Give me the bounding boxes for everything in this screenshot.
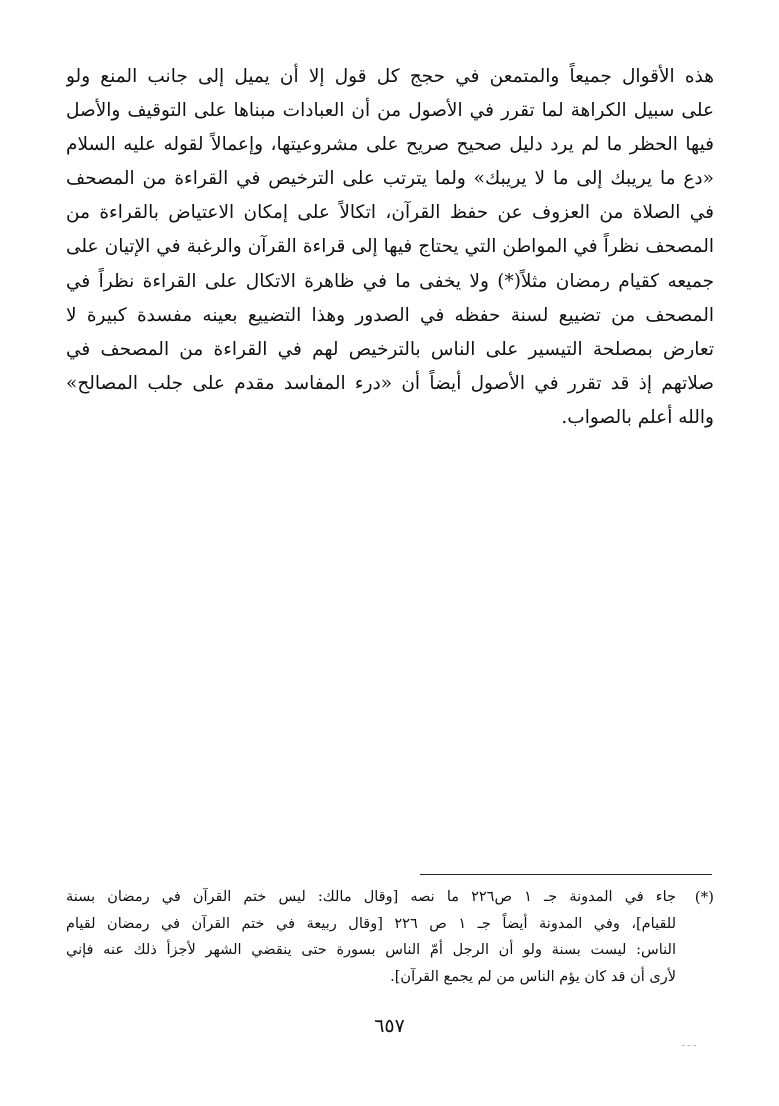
- page-number: ٦٥٧: [374, 1015, 405, 1037]
- body-line: هذه الأقوال جميعاً والمتمعن في حجج كل قول إلا أن يميل إلى جانب المنع ولو: [66, 66, 714, 87]
- body-line: والله أعلم بالصواب.: [561, 406, 714, 428]
- footnote-marker: (*): [694, 888, 714, 906]
- body-line: «دع ما يريبك إلى ما لا يريبك» ولما يترتب على الترخيص في القراءة من المصحف: [66, 168, 714, 190]
- footnote-line: الناس: ليست بسنة ولو أن الرجل أمّ الناس بسورة حتى ينقضي الشهر لأجزأ ذلك عنه فإني: [66, 942, 676, 958]
- footnote-separator: [420, 874, 712, 875]
- footnote: [66, 884, 714, 990]
- body-line: تعارض بمصلحة التيسير على الناس بالترخيص لهم في القراءة من المصحف في: [66, 338, 714, 360]
- body-line: المصحف من تضييع لسنة حفظه في الصدور وهذا التضييع بعينه مفسدة كبيرة لا: [66, 304, 714, 326]
- footnote-line: للقيام]، وفي المدونة أيضاً جـ ١ ص ٢٢٦ [وقال ربيعة في ختم القرآن في رمضان لقيام: [66, 915, 676, 932]
- body-line: على سبيل الكراهة لما تقرر في الأصول من أن العبادات مبناها على التوقيف والأصل: [66, 100, 714, 122]
- body-line: المصحف نظراً في المواطن التي يحتاج فيها إلى قراءة القرآن والرغبة في الإتيان على: [66, 236, 714, 258]
- footnote-text: [66, 884, 676, 990]
- scan-mark: [682, 1045, 696, 1046]
- footnote-line: لأرى أن قد كان يؤم الناس من لم يجمع القرآن].: [390, 968, 676, 985]
- body-line: جميعه كقيام رمضان مثلاً(*) ولا يخفى ما في ظاهرة الاتكال على القراءة نظراً في: [66, 270, 714, 292]
- main-paragraph: [66, 60, 714, 435]
- footnote-line: جاء في المدونة جـ ١ ص٢٢٦ ما نصه [وقال مالك: ليس ختم القرآن في رمضان بسنة: [66, 889, 676, 905]
- body-line: في الصلاة من العزوف عن حفظ القرآن، اتكالاً على إمكان الاعتياض بالقراءة من: [66, 202, 714, 224]
- body-line: فيها الحظر ما لم يرد دليل صحيح صريح على مشروعيتها، وإعمالاً لقوله عليه السلام: [66, 134, 714, 156]
- body-line: صلاتهم إذ قد تقرر في الأصول أيضاً أن «درء المفاسد مقدم على جلب المصالح»: [66, 372, 714, 394]
